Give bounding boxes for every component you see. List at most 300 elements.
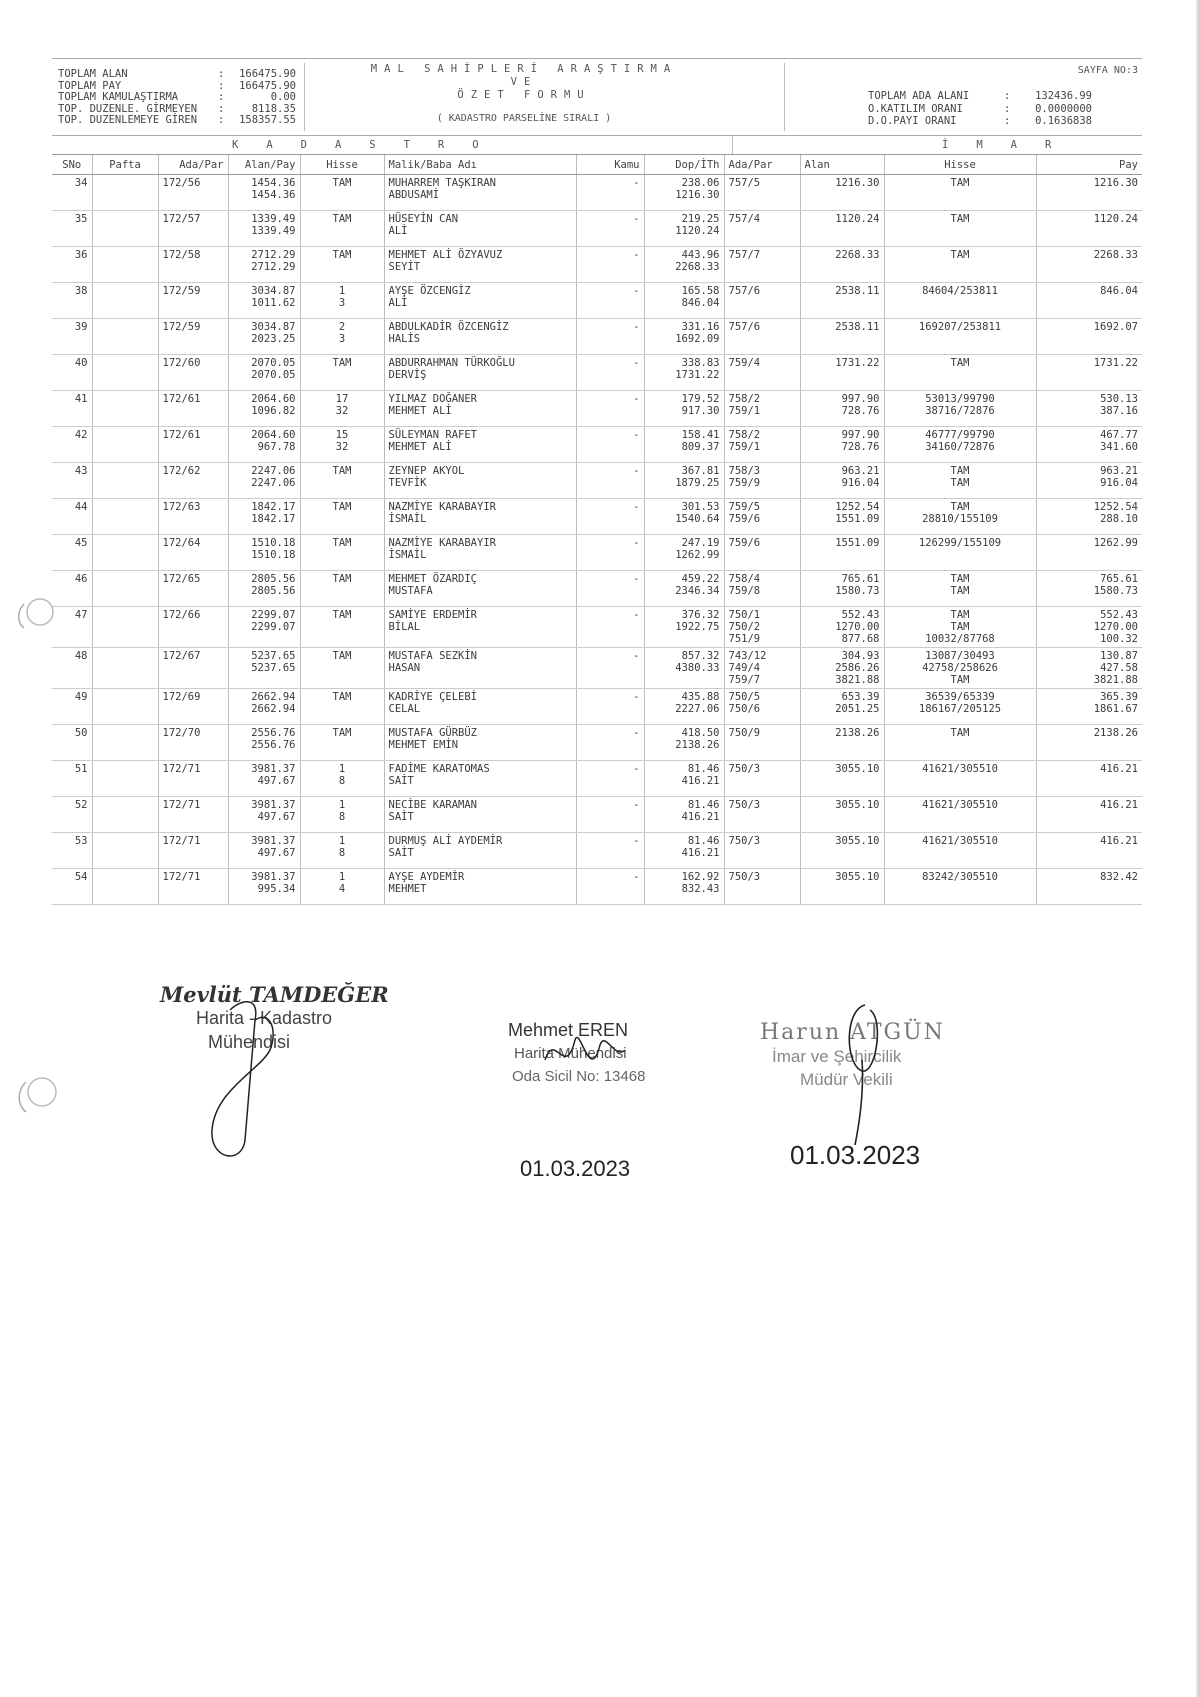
cell-line: 1 xyxy=(338,285,346,297)
cell-line: 1252.54 xyxy=(1093,501,1138,513)
cell-line: 2299.07 xyxy=(251,609,296,621)
cell-line: 3034.87 xyxy=(251,321,296,333)
cell-line: 2538.11 xyxy=(835,321,880,333)
cell-pafta xyxy=(92,175,158,211)
cell-line: 1922.75 xyxy=(675,621,720,633)
cell-imar-hisse xyxy=(884,247,1036,283)
cell-hisse xyxy=(300,211,384,247)
cell-sno: 39 xyxy=(52,319,92,355)
cell-line: 809.37 xyxy=(681,441,720,453)
cell-imar-ada xyxy=(724,175,800,211)
cell-hisse xyxy=(300,761,384,797)
cell-pafta xyxy=(92,463,158,499)
cell-imar-pay xyxy=(1036,869,1142,905)
cell-dop xyxy=(644,175,724,211)
table-row xyxy=(52,211,1142,247)
signer1-title1: Harita - Kadastro xyxy=(196,1008,333,1028)
cell-line: 331.16 xyxy=(681,321,720,333)
cell-line: TAM xyxy=(950,357,970,369)
cell-malik xyxy=(384,499,576,535)
cell-imar-hisse xyxy=(884,869,1036,905)
signer3-title1: İmar ve Şehircilik xyxy=(772,1047,902,1066)
cell-line: 1731.22 xyxy=(675,369,720,381)
cell-hisse xyxy=(300,833,384,869)
cell-line: SAİT xyxy=(388,847,414,859)
cell-dop xyxy=(644,247,724,283)
cell-ada-par: 172/70 xyxy=(158,725,228,761)
cell-line: 759/7 xyxy=(728,674,761,686)
cell-line: 728.76 xyxy=(841,441,880,453)
cell-line: 416.21 xyxy=(681,811,720,823)
cell-pafta xyxy=(92,211,158,247)
cell-alan-pay xyxy=(228,355,300,391)
cell-dop xyxy=(644,427,724,463)
total-value: 166475.90 xyxy=(239,79,296,92)
cell-line: 530.13 xyxy=(1100,393,1138,405)
cell-line: 750/2 xyxy=(728,621,761,633)
cell-line: KADRİYE ÇELEBİ xyxy=(388,691,478,703)
cell-imar-ada xyxy=(724,607,800,648)
cell-line: 917.30 xyxy=(681,405,720,417)
cell-line: 497.67 xyxy=(257,847,296,859)
table-row xyxy=(52,427,1142,463)
total-label: TOPLAM ADA ALANI xyxy=(868,90,970,102)
cell-line: 2023.25 xyxy=(251,333,296,345)
cell-line: 1 xyxy=(338,763,346,775)
cell-alan-pay xyxy=(228,535,300,571)
cell-malik xyxy=(384,571,576,607)
cell-line: 997.90 xyxy=(841,429,880,441)
cell-imar-alan xyxy=(800,535,884,571)
cell-line: 2138.26 xyxy=(835,727,880,739)
cell-dop xyxy=(644,319,724,355)
cell-line: 8 xyxy=(338,847,346,859)
total-right-row xyxy=(868,90,1092,103)
cell-line: 2227.06 xyxy=(675,703,720,715)
cell-alan-pay xyxy=(228,427,300,463)
cell-imar-ada xyxy=(724,427,800,463)
total-sep: : xyxy=(218,114,225,126)
cell-imar-hisse xyxy=(884,571,1036,607)
cell-line: 13087/30493 xyxy=(925,650,995,662)
signer3-title2: Müdür Vekili xyxy=(800,1070,893,1089)
total-value: 158357.55 xyxy=(239,114,296,126)
cell-line: 3055.10 xyxy=(835,835,880,847)
cell-line: 100.32 xyxy=(1100,633,1138,645)
cell-line: 1510.18 xyxy=(251,537,296,549)
cell-line: ZEYNEP AKYOL xyxy=(388,465,465,477)
cell-line: 749/4 xyxy=(728,662,761,674)
cell-line: 497.67 xyxy=(257,811,296,823)
total-value: 166475.90 xyxy=(239,68,296,80)
cell-line: ABDUSAMİ xyxy=(388,189,440,201)
cell-line: TAM xyxy=(332,177,352,189)
cell-line: TAM xyxy=(950,177,970,189)
cell-ada-par: 172/64 xyxy=(158,535,228,571)
cell-pafta xyxy=(92,319,158,355)
total-value: 8118.35 xyxy=(251,102,296,115)
column-header: Kamu xyxy=(576,155,644,175)
cell-line: 1861.67 xyxy=(1093,703,1138,715)
cell-imar-hisse xyxy=(884,607,1036,648)
cell-dop xyxy=(644,607,724,648)
cell-line: HASAN xyxy=(388,662,421,674)
cell-line: 751/9 xyxy=(728,633,761,645)
cell-imar-alan xyxy=(800,648,884,689)
column-header: Malik/Baba Adı xyxy=(384,155,576,175)
cell-pafta xyxy=(92,571,158,607)
cell-line: 653.39 xyxy=(841,691,880,703)
cell-line: SAİT xyxy=(388,811,414,823)
cell-imar-alan xyxy=(800,833,884,869)
table-row xyxy=(52,355,1142,391)
cell-line: 552.43 xyxy=(841,609,880,621)
cell-line: 997.90 xyxy=(841,393,880,405)
cell-line: TAM xyxy=(332,249,352,261)
cell-dop xyxy=(644,869,724,905)
cell-line: 2662.94 xyxy=(251,691,296,703)
cell-line: 8 xyxy=(338,811,346,823)
cell-line: 1120.24 xyxy=(835,213,880,225)
cell-line: 765.61 xyxy=(1100,573,1138,585)
cell-imar-ada xyxy=(724,355,800,391)
cell-line: 497.67 xyxy=(257,775,296,787)
cell-pafta xyxy=(92,535,158,571)
signer3-signature-icon xyxy=(840,1000,890,1150)
cell-hisse xyxy=(300,463,384,499)
cell-alan-pay xyxy=(228,648,300,689)
cell-kamu: - xyxy=(576,463,644,499)
cell-line: YILMAZ DOĞANER xyxy=(388,393,478,405)
cell-line: 2346.34 xyxy=(675,585,720,597)
cell-line: TAM xyxy=(950,213,970,225)
title-line2: VE xyxy=(510,76,538,88)
cell-malik xyxy=(384,725,576,761)
cell-kamu: - xyxy=(576,211,644,247)
cell-line: 916.04 xyxy=(1100,477,1138,489)
cell-alan-pay xyxy=(228,319,300,355)
table-row xyxy=(52,797,1142,833)
signer3-date: 01.03.2023 xyxy=(790,1140,921,1170)
cell-ada-par: 172/61 xyxy=(158,427,228,463)
cell-kamu: - xyxy=(576,869,644,905)
cell-line: 3 xyxy=(338,333,346,345)
cell-line: 288.10 xyxy=(1100,513,1138,525)
cell-line: 916.04 xyxy=(841,477,880,489)
cell-line: MUSTAFA SEZKİN xyxy=(388,650,478,662)
cell-line: 750/3 xyxy=(728,763,761,775)
cell-alan-pay xyxy=(228,247,300,283)
cell-imar-pay xyxy=(1036,797,1142,833)
cell-sno: 50 xyxy=(52,725,92,761)
cell-line: 3981.37 xyxy=(251,763,296,775)
cell-kamu: - xyxy=(576,391,644,427)
cell-line: 81.46 xyxy=(687,763,720,775)
cell-imar-hisse xyxy=(884,391,1036,427)
cell-line: 759/4 xyxy=(728,357,761,369)
cell-line: TAM xyxy=(950,585,970,597)
cell-line: MUSTAFA GÜRBÜZ xyxy=(388,727,478,739)
total-left-row xyxy=(58,115,296,127)
cell-line: 416.21 xyxy=(681,775,720,787)
cell-line: NECİBE KARAMAN xyxy=(388,799,478,811)
cell-line: NAZMİYE KARABAYIR xyxy=(388,537,496,549)
cell-line: 846.04 xyxy=(681,297,720,309)
cell-line: TAM xyxy=(332,537,352,549)
cell-line: 759/9 xyxy=(728,477,761,489)
table-row xyxy=(52,648,1142,689)
cell-line: AYŞE AYDEMİR xyxy=(388,871,465,883)
cell-sno: 47 xyxy=(52,607,92,648)
cell-imar-hisse xyxy=(884,689,1036,725)
cell-line: 1339.49 xyxy=(251,225,296,237)
cell-dop xyxy=(644,391,724,427)
cell-malik xyxy=(384,427,576,463)
total-sep: : xyxy=(1004,102,1011,115)
cell-line: 3 xyxy=(338,297,346,309)
cell-line: 179.52 xyxy=(681,393,720,405)
cell-hisse xyxy=(300,869,384,905)
imar-label: İMAR xyxy=(942,139,1080,151)
cell-line: 4 xyxy=(338,883,346,895)
signer1-name: Mevlüt TAMDEĞER xyxy=(160,982,389,1007)
cell-imar-ada xyxy=(724,535,800,571)
cell-imar-hisse xyxy=(884,211,1036,247)
cell-hisse xyxy=(300,797,384,833)
page-number: SAYFA NO:3 xyxy=(1077,65,1138,76)
cell-line: 1692.09 xyxy=(675,333,720,345)
cell-line: 338.83 xyxy=(681,357,720,369)
cell-line: 158.41 xyxy=(681,429,720,441)
cell-imar-ada xyxy=(724,761,800,797)
cell-ada-par: 172/59 xyxy=(158,319,228,355)
cell-imar-alan xyxy=(800,175,884,211)
cell-line: 81.46 xyxy=(687,799,720,811)
cell-malik xyxy=(384,607,576,648)
cell-malik xyxy=(384,175,576,211)
cell-line: 2138.26 xyxy=(675,739,720,751)
cell-line: 750/1 xyxy=(728,609,761,621)
cell-line: 416.21 xyxy=(1100,763,1138,775)
cell-imar-ada xyxy=(724,797,800,833)
cell-malik xyxy=(384,761,576,797)
cell-ada-par: 172/58 xyxy=(158,247,228,283)
table-row xyxy=(52,391,1142,427)
cell-imar-pay xyxy=(1036,175,1142,211)
cell-imar-hisse xyxy=(884,427,1036,463)
cell-hisse xyxy=(300,283,384,319)
cell-malik xyxy=(384,689,576,725)
cell-imar-hisse xyxy=(884,463,1036,499)
cell-alan-pay xyxy=(228,833,300,869)
cell-malik xyxy=(384,463,576,499)
total-label: TOPLAM PAY xyxy=(58,79,122,92)
cell-imar-pay xyxy=(1036,355,1142,391)
cell-line: MEHMET xyxy=(388,883,427,895)
total-label: TOP. DUZENLE. GİRMEYEN xyxy=(58,102,198,115)
cell-line: 2138.26 xyxy=(1093,727,1138,739)
cell-line: 1216.30 xyxy=(835,177,880,189)
cell-line: 758/2 xyxy=(728,429,761,441)
cell-imar-pay xyxy=(1036,535,1142,571)
cell-imar-alan xyxy=(800,797,884,833)
cell-kamu: - xyxy=(576,535,644,571)
cell-line: TAM xyxy=(950,465,970,477)
cell-line: 416.21 xyxy=(681,847,720,859)
title-line3: ÖZET FORMU xyxy=(457,89,591,101)
cell-imar-hisse xyxy=(884,761,1036,797)
cell-line: 1540.64 xyxy=(675,513,720,525)
cell-line: 165.58 xyxy=(681,285,720,297)
cell-imar-pay xyxy=(1036,648,1142,689)
cell-imar-alan xyxy=(800,391,884,427)
cell-line: 219.25 xyxy=(681,213,720,225)
cell-imar-alan xyxy=(800,463,884,499)
cell-imar-alan xyxy=(800,247,884,283)
scan-edge xyxy=(1196,0,1200,1697)
cell-line: 758/4 xyxy=(728,573,761,585)
total-label: TOP. DUZENLEMEYE GİREN xyxy=(58,114,198,126)
total-value: 0.00 xyxy=(270,91,296,103)
cell-imar-pay xyxy=(1036,247,1142,283)
cell-line: 1731.22 xyxy=(835,357,880,369)
cell-line: 2805.56 xyxy=(251,573,296,585)
cell-line: 169207/253811 xyxy=(918,321,1002,333)
cell-pafta xyxy=(92,355,158,391)
cell-imar-alan xyxy=(800,571,884,607)
cell-line: 130.87 xyxy=(1100,650,1138,662)
cell-hisse xyxy=(300,391,384,427)
cell-line: TAM xyxy=(950,249,970,261)
cell-imar-alan xyxy=(800,427,884,463)
cell-line: 2064.60 xyxy=(251,393,296,405)
cell-alan-pay xyxy=(228,797,300,833)
table-body xyxy=(52,175,1142,905)
cell-line: 247.19 xyxy=(681,537,720,549)
cell-alan-pay xyxy=(228,283,300,319)
cell-line: 3821.88 xyxy=(1093,674,1138,686)
cell-line: 750/3 xyxy=(728,871,761,883)
cell-imar-ada xyxy=(724,391,800,427)
cell-line: 1262.99 xyxy=(675,549,720,561)
cell-line: 41621/305510 xyxy=(922,763,998,775)
cell-line: 416.21 xyxy=(1100,799,1138,811)
cell-line: TAM xyxy=(950,621,970,633)
cell-sno: 52 xyxy=(52,797,92,833)
cell-hisse xyxy=(300,319,384,355)
cell-pafta xyxy=(92,725,158,761)
cell-line: 4380.33 xyxy=(675,662,720,674)
cell-imar-ada xyxy=(724,211,800,247)
cell-alan-pay xyxy=(228,761,300,797)
cell-kamu: - xyxy=(576,283,644,319)
cell-line: 1842.17 xyxy=(251,501,296,513)
cell-dop xyxy=(644,211,724,247)
cell-line: 443.96 xyxy=(681,249,720,261)
cell-imar-pay xyxy=(1036,283,1142,319)
cell-dop xyxy=(644,463,724,499)
section-bar xyxy=(52,135,1142,154)
cell-line: 2247.06 xyxy=(251,465,296,477)
cell-imar-hisse xyxy=(884,355,1036,391)
cell-kamu: - xyxy=(576,761,644,797)
cell-imar-pay xyxy=(1036,427,1142,463)
cell-ada-par: 172/60 xyxy=(158,355,228,391)
cell-line: 376.32 xyxy=(681,609,720,621)
cell-line: 435.88 xyxy=(681,691,720,703)
form-sheet xyxy=(52,58,1142,905)
cell-line: MEHMET ALİ ÖZYAVUZ xyxy=(388,249,503,261)
cell-imar-pay xyxy=(1036,761,1142,797)
cell-line: 1 xyxy=(338,835,346,847)
cell-alan-pay xyxy=(228,725,300,761)
cell-imar-ada xyxy=(724,499,800,535)
cell-imar-ada xyxy=(724,247,800,283)
cell-sno: 34 xyxy=(52,175,92,211)
cell-imar-alan xyxy=(800,725,884,761)
cell-hisse xyxy=(300,175,384,211)
cell-line: 963.21 xyxy=(1100,465,1138,477)
cell-line: 1842.17 xyxy=(251,513,296,525)
cell-line: TAM xyxy=(950,727,970,739)
cell-line: HALİS xyxy=(388,333,421,345)
cell-line: 552.43 xyxy=(1100,609,1138,621)
cell-line: 1692.07 xyxy=(1093,321,1138,333)
cell-kamu: - xyxy=(576,797,644,833)
cell-malik xyxy=(384,319,576,355)
table-row xyxy=(52,571,1142,607)
column-header: Hisse xyxy=(884,155,1036,175)
cell-alan-pay xyxy=(228,175,300,211)
cell-sno: 41 xyxy=(52,391,92,427)
table-row xyxy=(52,761,1142,797)
total-label: O.KATILIM ORANI xyxy=(868,102,963,115)
cell-malik xyxy=(384,648,576,689)
cell-line: 2247.06 xyxy=(251,477,296,489)
cell-alan-pay xyxy=(228,463,300,499)
cell-line: TAM xyxy=(332,573,352,585)
cell-line: 41621/305510 xyxy=(922,799,998,811)
cell-line: 3981.37 xyxy=(251,799,296,811)
cell-line: 301.53 xyxy=(681,501,720,513)
cell-kamu: - xyxy=(576,175,644,211)
cell-line: 995.34 xyxy=(257,883,296,895)
cell-line: 1551.09 xyxy=(835,537,880,549)
cell-line: 759/8 xyxy=(728,585,761,597)
cell-ada-par: 172/63 xyxy=(158,499,228,535)
cell-kamu: - xyxy=(576,648,644,689)
cell-line: TAM xyxy=(950,501,970,513)
cell-sno: 40 xyxy=(52,355,92,391)
cell-line: 365.39 xyxy=(1100,691,1138,703)
cell-line: TAM xyxy=(332,727,352,739)
cell-imar-ada xyxy=(724,725,800,761)
cell-imar-pay xyxy=(1036,463,1142,499)
cell-imar-ada xyxy=(724,869,800,905)
cell-dop xyxy=(644,283,724,319)
cell-imar-pay xyxy=(1036,391,1142,427)
cell-alan-pay xyxy=(228,211,300,247)
cell-pafta xyxy=(92,607,158,648)
cell-line: 418.50 xyxy=(681,727,720,739)
cell-hisse xyxy=(300,427,384,463)
cell-line: TAM xyxy=(950,609,970,621)
cell-line: 2712.29 xyxy=(251,249,296,261)
cell-line: 2070.05 xyxy=(251,357,296,369)
cell-line: 8 xyxy=(338,775,346,787)
cell-line: 757/6 xyxy=(728,321,761,333)
cell-line: TAM xyxy=(332,609,352,621)
